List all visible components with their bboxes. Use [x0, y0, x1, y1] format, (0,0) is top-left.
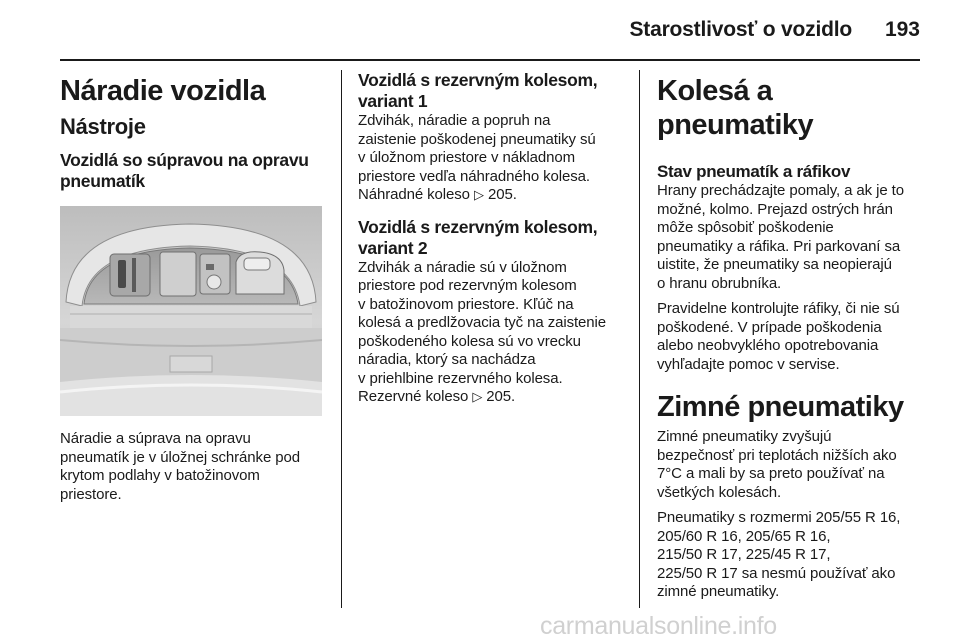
section-heading: Náradie vozidla	[60, 75, 266, 107]
variant2-title: Vozidlá s rezervným kolesom, variant 2	[358, 216, 598, 258]
column-right	[657, 70, 927, 609]
watermark: carmanualsonline.info	[540, 612, 777, 640]
winter-tires-heading: Zimné pneumatiky	[657, 391, 904, 423]
variant1-ref-page[interactable]: 205.	[487, 186, 517, 203]
tire-condition-title: Stav pneumatík a ráfikov	[657, 162, 851, 181]
section-heading-wheels: Kolesá a pneumatiky	[657, 75, 814, 141]
winter-tires-text: Zimné pneumatiky zvyšujú bezpečnosť pri teplotách nižších ako 7°C a mali by sa preto používať na všetkých kolesách.	[657, 428, 897, 501]
arrow-ref-icon: ▷	[472, 389, 483, 404]
variant2-ref-page[interactable]: 205.	[486, 388, 516, 405]
variant1-title: Vozidlá s rezervným kolesom, variant 1	[358, 70, 598, 111]
subsection-heading: Nástroje	[60, 114, 146, 139]
trunk-tool-compartment-figure	[60, 206, 322, 416]
variant2-text	[358, 259, 628, 407]
figure-caption: Náradie a súprava na opravu pneumatík je v úložnej schránke pod krytom podlahy v batožinovom priestore.	[60, 430, 300, 503]
column-divider-left	[341, 70, 342, 608]
tire-condition-text: Hrany prechádzajte pomaly, a ak je to možné, kolmo. Prejazd ostrých hrán môže spôsobiť poškodenie pneumatiky a ráfika. Pri parkovaní sa uistite, že pneumatiky sa neopierajú o hranu obrubníka.	[657, 182, 904, 292]
winter-tires-sizes-text: Pneumatiky s rozmermi 205/55 R 16, 205/60 R 16, 205/65 R 16, 215/50 R 17, 225/45 R 17, 225/50 R 17 sa nesmú používať ako zimné pneumatiky.	[657, 509, 901, 600]
variant1-text	[358, 112, 628, 205]
trunk-illustration	[60, 206, 322, 416]
page-header-title: Starostlivosť o vozidlo	[629, 18, 852, 41]
topic-title: Vozidlá so súpravou na opravu pneumatík	[60, 150, 309, 191]
variant2-body: Zdvihák a náradie sú v úložnom priestore pod rezervným kolesom v batožinovom priestore. Kľúč na kolesá a predlžovacia tyč na zaistenie poškodeného kolesa sú vo vrecku náradia, ktorý sa nachádza v priehlbine rezervného kolesa. Rezervné koleso	[358, 258, 607, 405]
page-number: 193	[884, 18, 920, 41]
column-middle	[358, 70, 628, 414]
variant1-body: Zdvihák, náradie a popruh na zaistenie poškodenej pneumatiky sú v úložnom priestore v nákladnom priestore vedľa náhradného kolesa. Náhradné koleso	[358, 112, 596, 203]
column-left	[60, 70, 328, 192]
rim-check-text: Pravidelne kontrolujte ráfiky, či nie sú poškodené. V prípade poškodenia alebo neobvyklého opotrebovania vyhľadajte pomoc v servise.	[657, 300, 900, 373]
arrow-ref-icon: ▷	[474, 187, 484, 202]
header-rule	[60, 59, 920, 61]
column-divider-right	[639, 70, 640, 608]
